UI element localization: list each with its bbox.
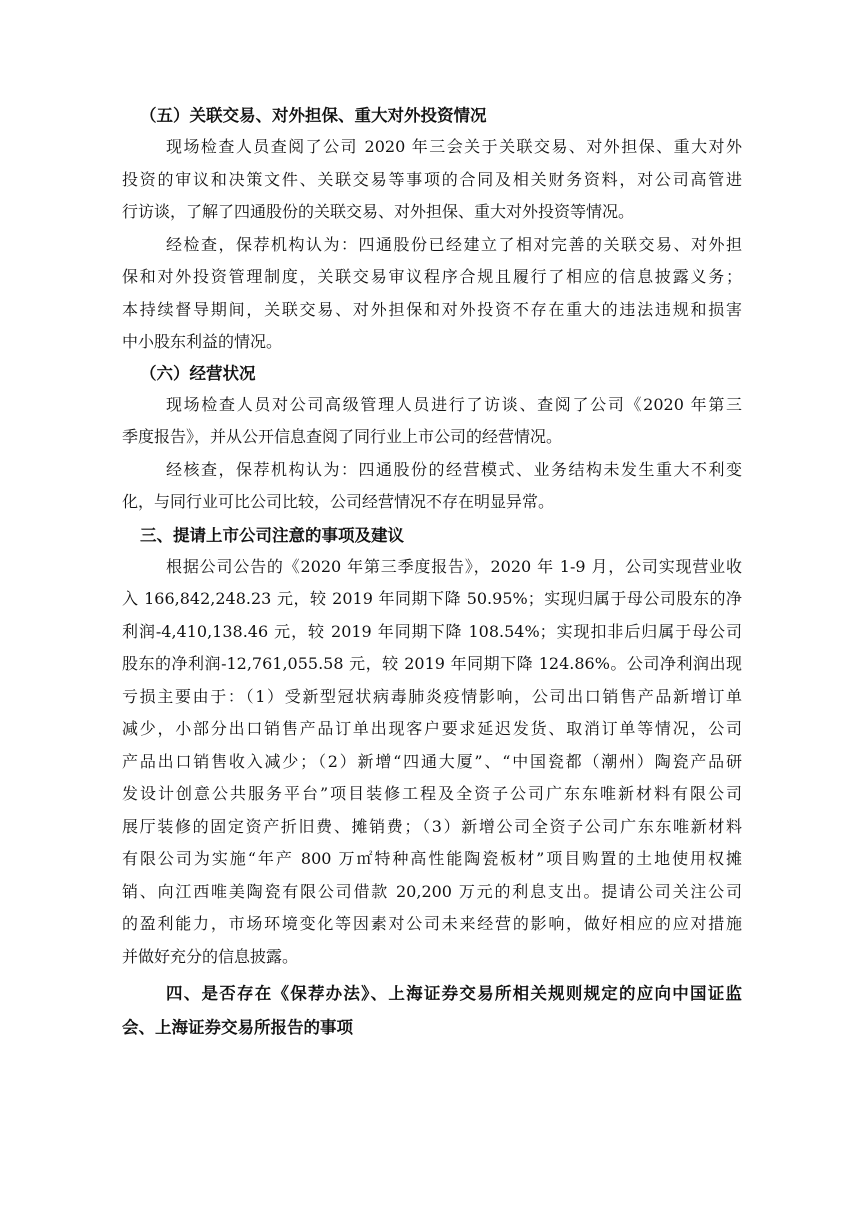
section-4-heading-line-1: 四、是否存在《保荐办法》、上海证券交易所相关规则规定的应向中国证监 bbox=[166, 984, 742, 1003]
section-6-heading: （六）经营状况 bbox=[140, 363, 256, 383]
text-line: 利润-4,410,138.46 元，较 2019 年同期下降 108.54%；实现扣非后归属于母公司 bbox=[122, 621, 742, 641]
text-line: 现场检查人员查阅了公司 2020 年三会关于关联交易、对外担保、重大对外 bbox=[166, 137, 742, 156]
text-line: 展厅装修的固定资产折旧费、摊销费；（3）新增公司全资子公司广东东唯新材料 bbox=[122, 816, 742, 836]
text-line: 股东的净利润-12,761,055.58 元，较 2019 年同期下降 124.86%。公司净利润出现 bbox=[122, 654, 742, 673]
section-5-heading: （五）关联交易、对外担保、重大对外投资情况 bbox=[140, 106, 487, 125]
text-line: 季度报告》，并从公开信息查阅了同行业上市公司的经营情况。 bbox=[122, 427, 563, 446]
text-line: 行访谈，了解了四通股份的关联交易、对外担保、重大对外投资等情况。 bbox=[122, 202, 635, 221]
document-page bbox=[122, 101, 742, 1045]
section-5-paragraph-1 bbox=[122, 131, 742, 229]
text-line: 并做好充分的信息披露。 bbox=[122, 946, 299, 966]
text-line: 减少，小部分出口销售产品订单出现客户要求延迟发货、取消订单等情况，公司 bbox=[122, 719, 742, 738]
text-line: 投资的审议和决策文件、关联交易等事项的合同及相关财务资料，对公司高管进 bbox=[122, 169, 742, 189]
text-line: 亏损主要由于：（1）受新型冠状病毒肺炎疫情影响，公司出口销售产品新增订单 bbox=[122, 686, 742, 706]
text-line: 发设计创意公共服务平台”项目装修工程及全资子公司广东东唯新材料有限公司 bbox=[122, 784, 742, 803]
text-line: 经核查，保荐机构认为：四通股份的经营模式、业务结构未发生重大不利变 bbox=[166, 459, 742, 479]
text-line: 经检查，保荐机构认为：四通股份已经建立了相对完善的关联交易、对外担 bbox=[166, 234, 742, 254]
section-3-paragraph-1 bbox=[122, 551, 742, 974]
text-line: 根据公司公告的《2020 年第三季度报告》，2020 年 1-9 月，公司实现营业收 bbox=[166, 556, 742, 576]
section-4-heading-line-2: 会、上海证券交易所报告的事项 bbox=[122, 1018, 353, 1037]
text-line: 产品出口销售收入减少；（2）新增“四通大厦”、“中国瓷都（潮州）陶瓷产品研 bbox=[122, 751, 742, 771]
text-line: 有限公司为实施“年产 800 万㎡特种高性能陶瓷板材”项目购置的土地使用权摊 bbox=[122, 849, 742, 868]
text-line: 销、向江西唯美陶瓷有限公司借款 20,200 万元的利息支出。提请公司关注公司 bbox=[122, 881, 742, 901]
text-line: 的盈利能力，市场环境变化等因素对公司未来经营的影响，做好相应的应对措施 bbox=[122, 914, 742, 933]
text-line: 现场检查人员对公司高级管理人员进行了访谈、查阅了公司《2020 年第三 bbox=[166, 394, 742, 414]
text-line: 化，与同行业可比公司比较，公司经营情况不存在明显异常。 bbox=[122, 492, 555, 511]
text-line: 保和对外投资管理制度，关联交易审议程序合规且履行了相应的信息披露义务； bbox=[122, 267, 742, 286]
text-line: 中小股东利益的情况。 bbox=[122, 332, 283, 351]
section-6-paragraph-2 bbox=[122, 454, 742, 519]
section-5-paragraph-2 bbox=[122, 229, 742, 359]
section-6-paragraph-1 bbox=[122, 389, 742, 454]
section-3-heading: 三、提请上市公司注意的事项及建议 bbox=[140, 525, 404, 545]
text-line: 本持续督导期间，关联交易、对外担保和对外投资不存在重大的违法违规和损害 bbox=[122, 299, 742, 319]
text-line: 入 166,842,248.23 元，较 2019 年同期下降 50.95%；实现归属于母公司股东的净 bbox=[122, 589, 742, 608]
